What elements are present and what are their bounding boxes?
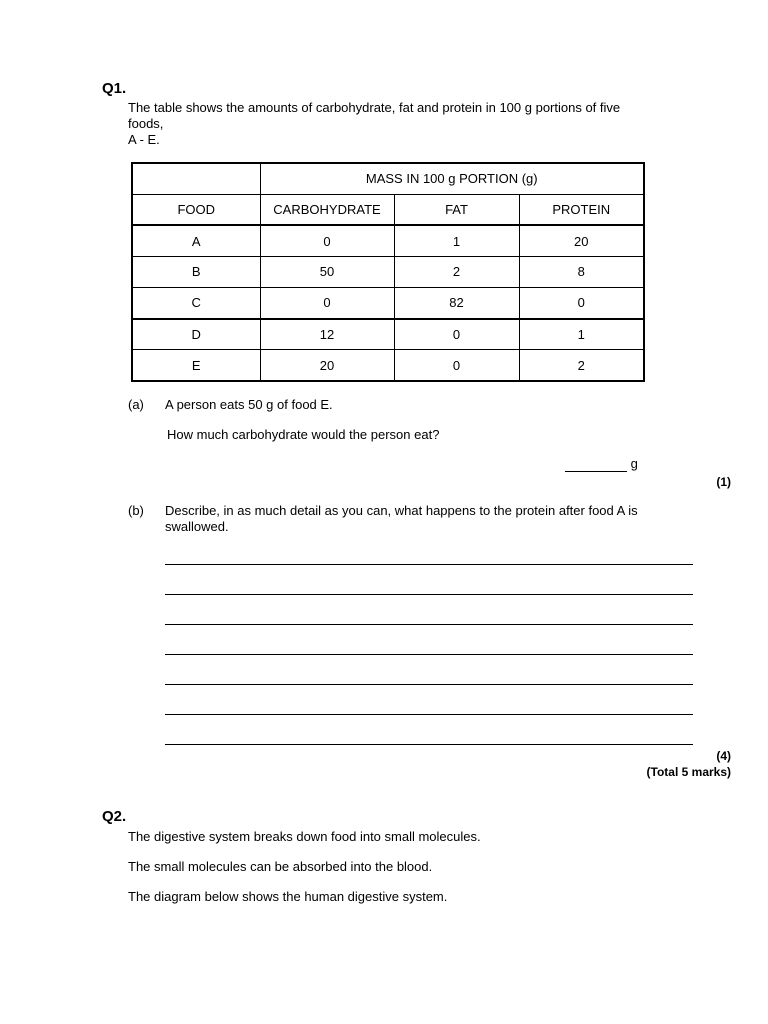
total-marks: (Total 5 marks) — [646, 765, 731, 779]
table-cell: 50 — [260, 256, 394, 287]
table-cell: 0 — [260, 225, 394, 256]
table-corner-cell — [132, 163, 260, 194]
part-a-marks: (1) — [716, 475, 731, 489]
column-header: CARBOHYDRATE — [260, 194, 394, 225]
answer-blank[interactable] — [565, 457, 627, 472]
table-cell: 82 — [394, 288, 519, 319]
table-cell: 2 — [519, 350, 644, 381]
part-a-line1: A person eats 50 g of food E. — [165, 397, 333, 412]
question-2-number: Q2. — [102, 808, 127, 825]
table-cell: 12 — [260, 319, 394, 350]
question-2-line2: The small molecules can be absorbed into the blood. — [128, 859, 433, 874]
part-a-answer — [565, 456, 638, 472]
table-cell: 1 — [519, 319, 644, 350]
table-cell: E — [132, 350, 260, 381]
part-b-line1: Describe, in as much detail as you can, what happens to the protein after food A is — [165, 503, 638, 518]
question-1-number: Q1. — [102, 80, 127, 97]
answer-line[interactable] — [165, 684, 693, 685]
question-1-intro-line2: foods, — [128, 116, 164, 131]
part-a-question: How much carbohydrate would the person eat? — [167, 427, 440, 442]
table-cell: A — [132, 225, 260, 256]
table-row — [132, 350, 644, 381]
table-row — [132, 225, 644, 256]
answer-line[interactable] — [165, 654, 693, 655]
table-group-header: MASS IN 100 g PORTION (g) — [260, 163, 644, 194]
answer-line[interactable] — [165, 594, 693, 595]
table-cell: 0 — [519, 288, 644, 319]
answer-unit: g — [630, 456, 638, 471]
table-row — [132, 319, 644, 350]
table-cell: 0 — [394, 319, 519, 350]
answer-line[interactable] — [165, 564, 693, 565]
part-b-label: (b) — [128, 503, 144, 518]
table-cell: 2 — [394, 256, 519, 287]
answer-line[interactable] — [165, 624, 693, 625]
question-2-line3: The diagram below shows the human digestive system. — [128, 889, 448, 904]
question-1-intro-line3: A - E. — [128, 132, 160, 147]
table-cell: 0 — [260, 288, 394, 319]
question-2-line1: The digestive system breaks down food into small molecules. — [128, 829, 481, 844]
answer-line[interactable] — [165, 744, 693, 745]
part-b-marks: (4) — [716, 749, 731, 763]
table-cell: C — [132, 288, 260, 319]
part-a-label: (a) — [128, 397, 144, 412]
column-header: FAT — [394, 194, 519, 225]
column-header: FOOD — [132, 194, 260, 225]
food-composition-table — [131, 162, 645, 382]
table-cell: 20 — [519, 225, 644, 256]
table-cell: 0 — [394, 350, 519, 381]
table-cell: 8 — [519, 256, 644, 287]
table-row — [132, 256, 644, 287]
column-header: PROTEIN — [519, 194, 644, 225]
answer-line[interactable] — [165, 714, 693, 715]
part-b-line2: swallowed. — [165, 519, 229, 534]
table-cell: 20 — [260, 350, 394, 381]
question-1-intro-line1: The table shows the amounts of carbohydrate, fat and protein in 100 g portions of five — [128, 100, 621, 115]
table-cell: 1 — [394, 225, 519, 256]
table-header-row — [132, 194, 644, 225]
table-row — [132, 288, 644, 319]
table-cell: D — [132, 319, 260, 350]
table-cell: B — [132, 256, 260, 287]
